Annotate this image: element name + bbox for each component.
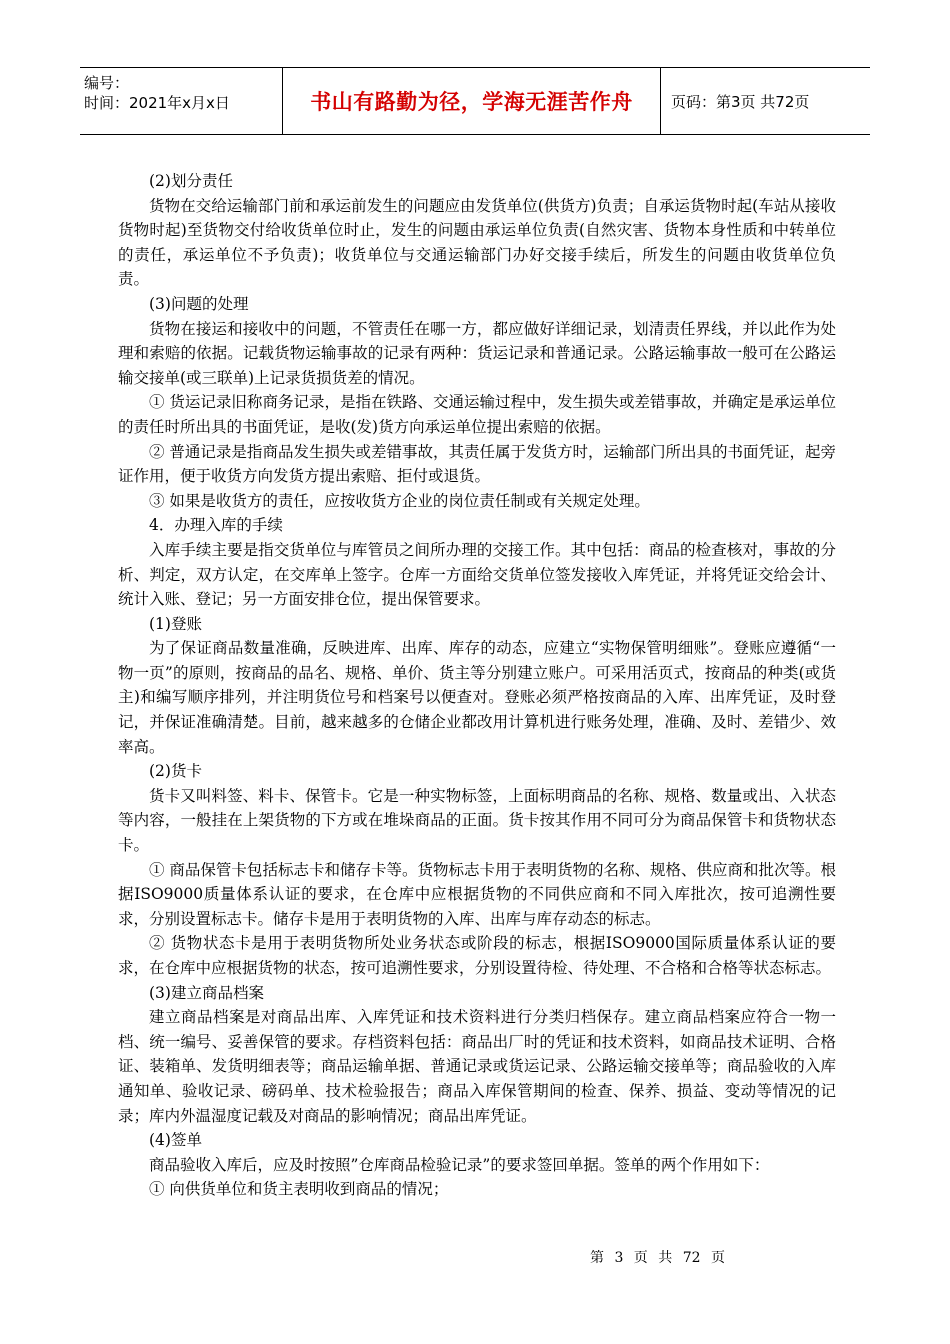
paragraph: (1)登账 <box>149 614 202 633</box>
document-body <box>118 169 836 1202</box>
paragraph: ① 货运记录旧称商务记录，是指在铁路、交通运输过程中，发生损失或差错事故，并确定是承运单位的责任时所出具的书面凭证，是收(发)货方向承运单位提出索赔的依据。 <box>118 393 836 436</box>
paragraph: 货卡又叫料签、料卡、保管卡。它是一种实物标签，上面标明商品的名称、规格、数量或出、入状态等内容，一般挂在上架货物的下方或在堆垛商品的正面。货卡按其作用不同可分为商品保管卡和货物状态卡。 <box>118 786 836 855</box>
paragraph: 4．办理入库的手续 <box>149 516 283 535</box>
paragraph: (2)货卡 <box>149 762 202 781</box>
code-label: 编号： <box>84 74 130 92</box>
paragraph: ② 货物状态卡是用于表明货物所处业务状态或阶段的标志，根据ISO9000国际质量体系认证的要求，在仓库中应根据货物的状态，按可追溯性要求，分别设置待检、待处理、不合格和合格等状态标志。 <box>118 934 836 977</box>
paragraph: 为了保证商品数量准确，反映进库、出库、库存的动态，应建立“实物保管明细账”。登账应遵循“一物一页”的原则，按商品的品名、规格、单价、货主等分别建立账户。可采用活页式，按商品的种类(或货主)和编写顺序排列，并注明货位号和档案号以便查对。登账必须严格按商品的入库、出库凭证，及时登记，并保证准确清楚。目前，越来越多的仓储企业都改用计算机进行账务处理，准确、及时、差错少、效率高。 <box>118 639 836 756</box>
paragraph: ① 向供货单位和货主表明收到商品的情况； <box>149 1180 449 1199</box>
paragraph: ③ 如果是收货方的责任，应按收货方企业的岗位责任制或有关规定处理。 <box>149 491 650 510</box>
paragraph: (4)签单 <box>149 1131 202 1150</box>
paragraph: 建立商品档案是对商品出库、入库凭证和技术资料进行分类归档保存。建立商品档案应符合一物一档、统一编号、妥善保管的要求。存档资料包括：商品出厂时的凭证和技术资料，如商品技术证明、合格证、装箱单、发货明细表等；商品运输单据、普通记录或货运记录、公路运输交接单等；商品验收的入库通知单、验收记录、磅码单、技术检验报告；商品入库保管期间的检查、保养、损益、变动等情况的记录；库内外温湿度记载及对商品的影响情况；商品出库凭证。 <box>118 1008 836 1125</box>
paragraph: (3)建立商品档案 <box>149 983 264 1002</box>
paragraph: (3)问题的处理 <box>149 294 249 313</box>
paragraph: 商品验收入库后，应及时按照”仓库商品检验记录”的要求签回单据。签单的两个作用如下： <box>149 1155 770 1174</box>
paragraph: ② 普通记录是指商品发生损失或差错事故，其责任属于发货方时，运输部门所出具的书面凭证，起旁证作用，便于收货方向发货方提出索赔、拒付或退货。 <box>118 442 836 486</box>
header-motto: 书山有路勤为径，学海无涯苦作舟 <box>283 68 661 134</box>
page-header <box>80 67 870 135</box>
paragraph: ① 商品保管卡包括标志卡和储存卡等。货物标志卡用于表明货物的名称、规格、供应商和批次等。根据ISO9000质量体系认证的要求，在仓库中应根据货物的不同供应商和不同入库批次，按可追溯性要求，分别设置标志卡。储存卡是用于表明货物的入库、出库与库存动态的标志。 <box>118 860 836 928</box>
paragraph: 货物在接运和接收中的问题，不管责任在哪一方，都应做好详细记录，划清责任界线，并以此作为处理和索赔的依据。记载货物运输事故的记录有两种：货运记录和普通记录。公路运输事故一般可在公路运输交接单(或三联单)上记录货损货差的情况。 <box>118 319 836 387</box>
paragraph: 入库手续主要是指交货单位与库管员之间所办理的交接工作。其中包括：商品的检查核对，事故的分析、判定，双方认定，在交库单上签字。仓库一方面给交货单位签发接收入库凭证，并将凭证交给会计、统计入账、登记；另一方面安排仓位，提出保管要求。 <box>118 540 836 609</box>
page-footer: 第 3 页 共 72 页 <box>590 1250 725 1266</box>
header-meta <box>80 68 283 134</box>
paragraph: (2)划分责任 <box>149 172 233 190</box>
time-label: 时间：2021年x月x日 <box>84 94 230 112</box>
paragraph: 货物在交给运输部门前和承运前发生的问题应由发货单位(供货方)负责；自承运货物时起(车站从接收货物时起)至货物交付给收货单位时止，发生的问题由承运单位负责(自然灾害、货物本身性质和中转单位的责任，承运单位不予负责)；收货单位与交通运输部门办好交接手续后，所发生的问题由收货单位负责。 <box>118 196 836 289</box>
header-page-info: 页码：第3页 共72页 <box>671 92 810 111</box>
